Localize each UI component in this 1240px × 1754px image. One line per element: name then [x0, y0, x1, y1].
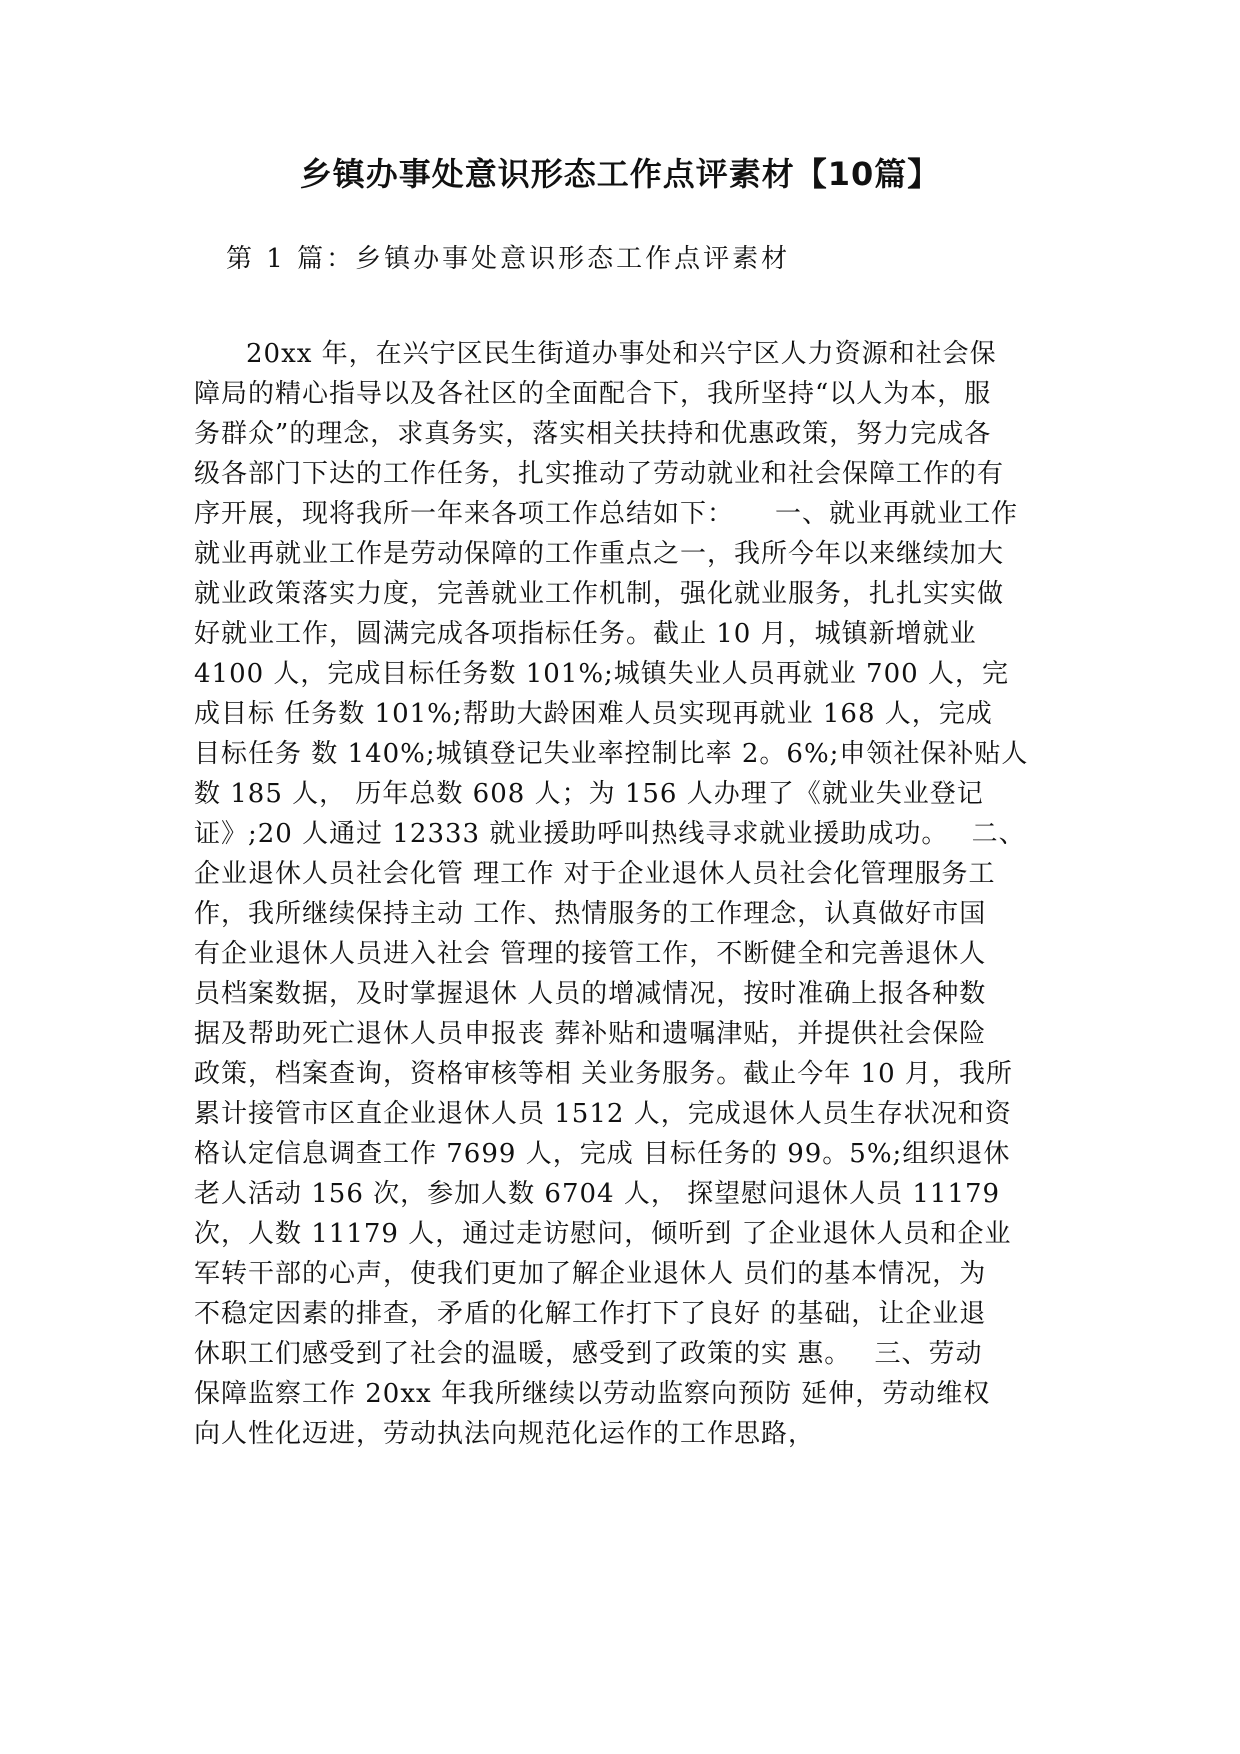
body-line: 有企业退休人员进入社会 管理的接管工作，不断健全和完善退休人: [194, 939, 987, 969]
body-line: 就业再就业工作是劳动保障的工作重点之一，我所今年以来继续加大: [194, 539, 1005, 569]
body-line: 政策，档案查询，资格审核等相 关业务服务。截止今年 10 月，我所: [194, 1059, 1013, 1089]
document-title: 乡镇办事处意识形态工作点评素材【10篇】: [299, 155, 941, 193]
body-line: 目标任务 数 140%;城镇登记失业率控制比率 2。6%;申领社保补贴人: [194, 739, 1029, 769]
body-line: 障局的精心指导以及各社区的全面配合下，我所坚持“以人为本，服: [194, 379, 992, 409]
body-line: 序开展，现将我所一年来各项工作总结如下： 一、就业再就业工作: [194, 499, 1019, 529]
body-line: 保障监察工作 20xx 年我所继续以劳动监察向预防 延伸，劳动维权: [194, 1379, 991, 1409]
body-line: 次，人数 11179 人，通过走访慰问，倾听到 了企业退休人员和企业: [194, 1219, 1012, 1249]
body-line: 作，我所继续保持主动 工作、热情服务的工作理念，认真做好市国: [194, 899, 987, 929]
body-line: 累计接管市区直企业退休人员 1512 人，完成退休人员生存状况和资: [194, 1099, 1012, 1129]
body-line: 不稳定因素的排查，矛盾的化解工作打下了良好 的基础，让企业退: [194, 1299, 987, 1329]
body-line: 4100 人，完成目标任务数 101%;城镇失业人员再就业 700 人，完: [194, 659, 1009, 689]
body-line: 证》;20 人通过 12333 就业援助呼叫热线寻求就业援助成功。 二、: [194, 819, 1026, 849]
section-heading: 第 1 篇：乡镇办事处意识形态工作点评素材: [226, 244, 791, 274]
body-line: 休职工们感受到了社会的温暖，感受到了政策的实 惠。 三、劳动: [194, 1339, 983, 1369]
body-line: 数 185 人， 历年总数 608 人；为 156 人办理了《就业失业登记: [194, 779, 984, 809]
body-line: 好就业工作，圆满完成各项指标任务。截止 10 月，城镇新增就业: [194, 619, 977, 649]
body-line: 据及帮助死亡退休人员申报丧 葬补贴和遗嘱津贴，并提供社会保险: [194, 1019, 987, 1049]
body-line: 务群众”的理念，求真务实，落实相关扶持和优惠政策，努力完成各: [194, 419, 992, 449]
body-line: 企业退休人员社会化管 理工作 对于企业退休人员社会化管理服务工: [194, 859, 996, 889]
body-line: 20xx 年，在兴宁区民生街道办事处和兴宁区人力资源和社会保: [246, 339, 997, 369]
body-line: 军转干部的心声，使我们更加了解企业退休人 员们的基本情况，为: [194, 1259, 987, 1289]
body-line: 向人性化迈进，劳动执法向规范化运作的工作思路，: [194, 1419, 816, 1449]
body-paragraph: [194, 334, 1054, 1454]
body-line: 格认定信息调查工作 7699 人，完成 目标任务的 99。5%;组织退休: [194, 1139, 1011, 1169]
body-line: 就业政策落实力度，完善就业工作机制，强化就业服务，扎扎实实做: [194, 579, 1005, 609]
body-line: 员档案数据，及时掌握退休 人员的增减情况，按时准确上报各种数: [194, 979, 987, 1009]
body-line: 成目标 任务数 101%;帮助大龄困难人员实现再就业 168 人，完成: [194, 699, 993, 729]
body-line: 老人活动 156 次，参加人数 6704 人， 探望慰问退休人员 11179: [194, 1179, 1001, 1209]
body-line: 级各部门下达的工作任务，扎实推动了劳动就业和社会保障工作的有: [194, 459, 1005, 489]
